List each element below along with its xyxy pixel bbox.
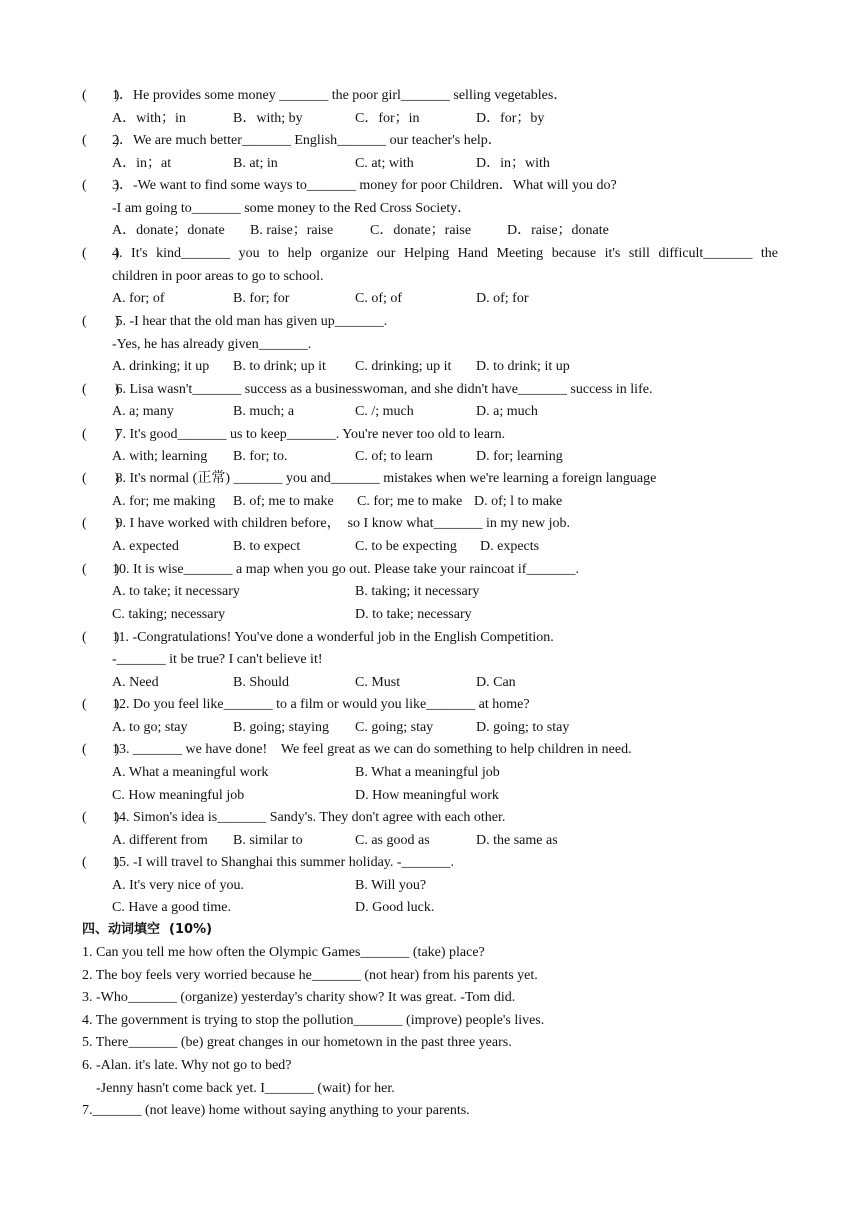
question-stem: 5. -I hear that the old man has given up_______. — [112, 314, 388, 329]
option-a: A. What a meaningful work — [112, 765, 269, 780]
option-b: B. Will you? — [355, 878, 427, 893]
question-stem: 8. It's normal (正常) _______ you and_______ mistakes when we're learning a foreign language — [112, 471, 657, 486]
answer-blank[interactable]: ( ) — [82, 427, 120, 442]
question-stem: 15. -I will travel to Shanghai this summer holiday. -_______. — [112, 855, 455, 870]
option-c: C. Have a good time. — [112, 900, 231, 915]
option-b: B．with; by — [233, 111, 303, 126]
option-d: D. How meaningful work — [355, 788, 499, 803]
option-c: C. to be expecting — [355, 539, 457, 554]
option-d: D．raise；donate — [507, 223, 609, 238]
answer-blank[interactable]: ( ) — [82, 314, 120, 329]
option-b: B. to drink; up it — [233, 359, 326, 374]
answer-blank[interactable]: ( ) — [82, 855, 120, 870]
question-stem: 6. Lisa wasn't_______ success as a businesswoman, and she didn't have_______ success in life. — [112, 382, 653, 397]
answer-blank[interactable]: ( ) — [82, 246, 120, 261]
question-stem: 12. Do you feel like_______ to a film or would you like_______ at home? — [112, 697, 530, 712]
fill-item: 3. -Who_______ (organize) yesterday's charity show? It was great. -Tom did. — [82, 990, 516, 1005]
question-stem: 4. It's kind_______ you to help organize our Helping Hand Meeting because it's still difficult_______ the — [112, 246, 778, 261]
fill-item: 4. The government is trying to stop the pollution_______ (improve) people's lives. — [82, 1013, 545, 1028]
option-c: C. Must — [355, 675, 401, 690]
fill-item: -Jenny hasn't come back yet. I_______ (wait) for her. — [82, 1081, 395, 1096]
option-d: D. of; l to make — [474, 494, 563, 509]
option-c: C. for; me to make — [357, 494, 463, 509]
option-a: A．donate；donate — [112, 223, 225, 238]
question-stem: 10. It is wise_______ a map when you go out. Please take your raincoat if_______. — [112, 562, 579, 577]
option-d: D. a; much — [476, 404, 538, 419]
option-b: B. What a meaningful job — [355, 765, 500, 780]
option-d: D. for; learning — [476, 449, 563, 464]
option-b: B. for; to. — [233, 449, 288, 464]
option-b: B. much; a — [233, 404, 295, 419]
answer-blank[interactable]: ( ) — [82, 697, 120, 712]
question-stem: 7. It's good_______ us to keep_______. You're never too old to learn. — [112, 427, 506, 442]
question-stem: 9. I have worked with children before， so I know what_______ in my new job. — [112, 516, 571, 531]
question-stem: 11. -Congratulations! You've done a wonderful job in the English Competition. — [112, 630, 554, 645]
fill-item: 1. Can you tell me how often the Olympic Games_______ (take) place? — [82, 945, 485, 960]
option-b: B. raise；raise — [250, 223, 334, 238]
question-subline: children in poor areas to go to school. — [112, 269, 324, 284]
question-subline: -_______ it be true? I can't believe it! — [112, 652, 323, 667]
option-a: A．with；in — [112, 111, 186, 126]
option-d: D. to take; necessary — [355, 607, 472, 622]
option-a: A. a; many — [112, 404, 174, 419]
option-b: B. at; in — [233, 156, 278, 171]
answer-blank[interactable]: ( ) — [82, 471, 120, 486]
option-d: D. Good luck. — [355, 900, 435, 915]
answer-blank[interactable]: ( ) — [82, 88, 120, 103]
answer-blank[interactable]: ( ) — [82, 178, 120, 193]
option-a: A. for; of — [112, 291, 165, 306]
option-a: A. expected — [112, 539, 179, 554]
fill-item: 5. There_______ (be) great changes in our hometown in the past three years. — [82, 1035, 512, 1050]
option-b: B. to expect — [233, 539, 301, 554]
option-d: D. of; for — [476, 291, 529, 306]
answer-blank[interactable]: ( ) — [82, 382, 120, 397]
option-b: B. going; staying — [233, 720, 330, 735]
question-subline: -Yes, he has already given_______. — [112, 337, 312, 352]
option-c: C．for；in — [355, 111, 420, 126]
option-a: A．in；at — [112, 156, 172, 171]
question-stem: 14. Simon's idea is_______ Sandy's. They don't agree with each other. — [112, 810, 506, 825]
answer-blank[interactable]: ( ) — [82, 810, 120, 825]
section-heading: 四、动词填空 (10%) — [82, 922, 213, 937]
answer-blank[interactable]: ( ) — [82, 133, 120, 148]
option-c: C．donate；raise — [370, 223, 472, 238]
question-subline: -I am going to_______ some money to the Red Cross Society． — [112, 201, 472, 216]
option-d: D. the same as — [476, 833, 558, 848]
option-c: C. of; of — [355, 291, 403, 306]
option-b: B. taking; it necessary — [355, 584, 480, 599]
option-b: B. Should — [233, 675, 290, 690]
option-b: B. similar to — [233, 833, 303, 848]
option-b: B. of; me to make — [233, 494, 334, 509]
option-a: A. to go; stay — [112, 720, 188, 735]
option-a: A. with; learning — [112, 449, 208, 464]
option-c: C. How meaningful job — [112, 788, 245, 803]
option-c: C. drinking; up it — [355, 359, 452, 374]
option-d: D. going; to stay — [476, 720, 570, 735]
option-a: A. to take; it necessary — [112, 584, 240, 599]
question-stem: 2．We are much better_______ English_______ our teacher's help． — [112, 133, 502, 148]
option-c: C. as good as — [355, 833, 430, 848]
option-a: A. for; me making — [112, 494, 216, 509]
answer-blank[interactable]: ( ) — [82, 630, 120, 645]
option-b: B. for; for — [233, 291, 290, 306]
option-c: C. of; to learn — [355, 449, 433, 464]
option-d: D．in；with — [476, 156, 550, 171]
option-d: D. to drink; it up — [476, 359, 570, 374]
option-d: D. Can — [476, 675, 516, 690]
answer-blank[interactable]: ( ) — [82, 516, 120, 531]
option-c: C. at; with — [355, 156, 414, 171]
option-c: C. taking; necessary — [112, 607, 226, 622]
question-stem: 1．He provides some money _______ the poor girl_______ selling vegetables． — [112, 88, 568, 103]
fill-item: 2. The boy feels very worried because he_______ (not hear) from his parents yet. — [82, 968, 538, 983]
option-a: A. It's very nice of you. — [112, 878, 244, 893]
option-c: C. /; much — [355, 404, 414, 419]
fill-item: 7._______ (not leave) home without saying anything to your parents. — [82, 1103, 470, 1118]
option-a: A. different from — [112, 833, 208, 848]
answer-blank[interactable]: ( ) — [82, 562, 120, 577]
question-stem: 3．-We want to find some ways to_______ money for poor Children．What will you do? — [112, 178, 617, 193]
option-a: A. Need — [112, 675, 159, 690]
fill-item: 6. -Alan. it's late. Why not go to bed? — [82, 1058, 292, 1073]
option-d: D. expects — [480, 539, 540, 554]
option-c: C. going; stay — [355, 720, 434, 735]
question-stem: 13. _______ we have done! We feel great as we can do something to help children in need. — [112, 742, 632, 757]
answer-blank[interactable]: ( ) — [82, 742, 120, 757]
option-d: D．for；by — [476, 111, 545, 126]
option-a: A. drinking; it up — [112, 359, 210, 374]
